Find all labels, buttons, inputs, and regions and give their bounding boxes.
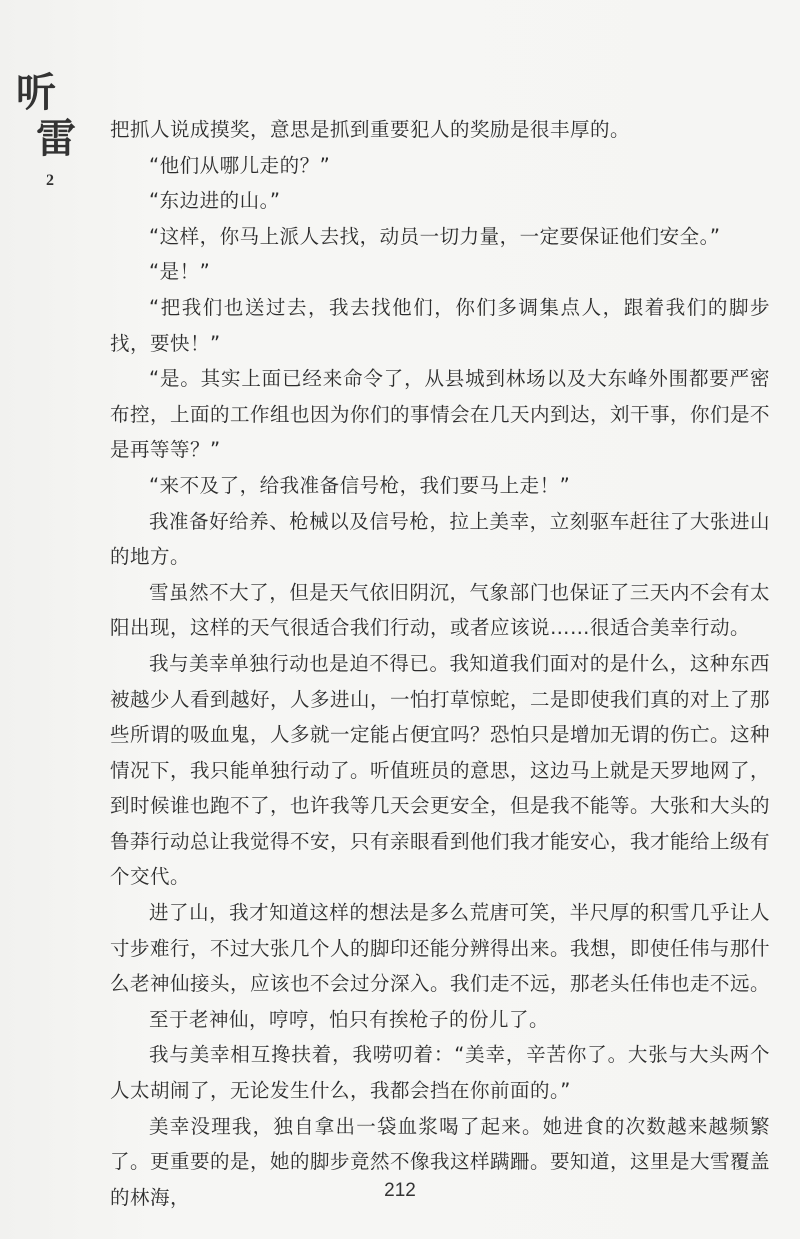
paragraph: “这样，你马上派人去找，动员一切力量，一定要保证他们安全。” <box>149 224 721 248</box>
paragraph: “是！” <box>149 260 211 284</box>
body-text <box>110 112 770 1215</box>
paragraph: 雪虽然不大了，但是天气依旧阴沉，气象部门也保证了三天内不会有太阳出现，这样的天气很适合我们行动，或者应该说……很适合美幸行动。 <box>110 580 770 640</box>
paragraph: 我与美幸单独行动也是迫不得已。我知道我们面对的是什么，这种东西被越少人看到越好，人多进山，一怕打草惊蛇，二是即使我们真的对上了那些所谓的吸血鬼，人多就一定能占便宜吗？恐怕只是增加无谓的伤亡。这种情况下，我只能单独行动了。听值班员的意思，这边马上就是天罗地网了，到时候谁也跑不了，也许我等几天会更安全，但是我不能等。大张和大头的鲁莽行动总让我觉得不安，只有亲眼看到他们我才能安心，我才能给上级有个交代。 <box>110 651 771 889</box>
running-head-title-char-2: 雷 <box>36 115 76 162</box>
paragraph: 我准备好给养、枪械以及信号枪，拉上美幸，立刻驱车赶往了大张进山的地方。 <box>110 509 770 569</box>
paragraph: “东边进的山。” <box>149 189 281 213</box>
running-head-title-char-1: 听 <box>16 69 56 116</box>
paragraph: 我与美幸相互搀扶着，我唠叨着：“美幸，辛苦你了。大张与大头两个人太胡闹了，无论发生什么，我都会挡在你前面的。” <box>110 1043 770 1103</box>
running-head-volume: 2 <box>46 172 54 189</box>
paragraph: 美幸没理我，独自拿出一袋血浆喝了起来。她进食的次数越来越频繁了。更重要的是，她的脚步竟然不像我这样蹒跚。要知道，这里是大雪覆盖的林海， <box>110 1114 771 1209</box>
paragraph: 进了山，我才知道这样的想法是多么荒唐可笑，半尺厚的积雪几乎让人寸步难行，不过大张几个人的脚印还能分辨得出来。我想，即使任伟与那什么老神仙接头，应该也不会过分深入。我们走不远，那老头任伟也走不远。 <box>110 901 771 996</box>
paragraph: 至于老神仙，哼哼，怕只有挨枪子的份儿了。 <box>149 1007 550 1031</box>
paragraph: “来不及了，给我准备信号枪，我们要马上走！” <box>149 473 571 497</box>
paragraph: “是。其实上面已经来命令了，从县城到林场以及大东峰外围都要严密布控，上面的工作组也因为你们的事情会在几天内到达，刘干事，你们是不是再等等？” <box>110 367 771 462</box>
page-number: 212 <box>384 1180 416 1201</box>
paragraph: “把我们也送过去，我去找他们，你们多调集点人，跟着我们的脚步找，要快！” <box>110 295 770 355</box>
running-head <box>10 69 80 189</box>
paragraph: 把抓人说成摸奖，意思是抓到重要犯人的奖励是很丰厚的。 <box>110 118 631 141</box>
paragraph: “他们从哪儿走的？” <box>149 153 331 177</box>
